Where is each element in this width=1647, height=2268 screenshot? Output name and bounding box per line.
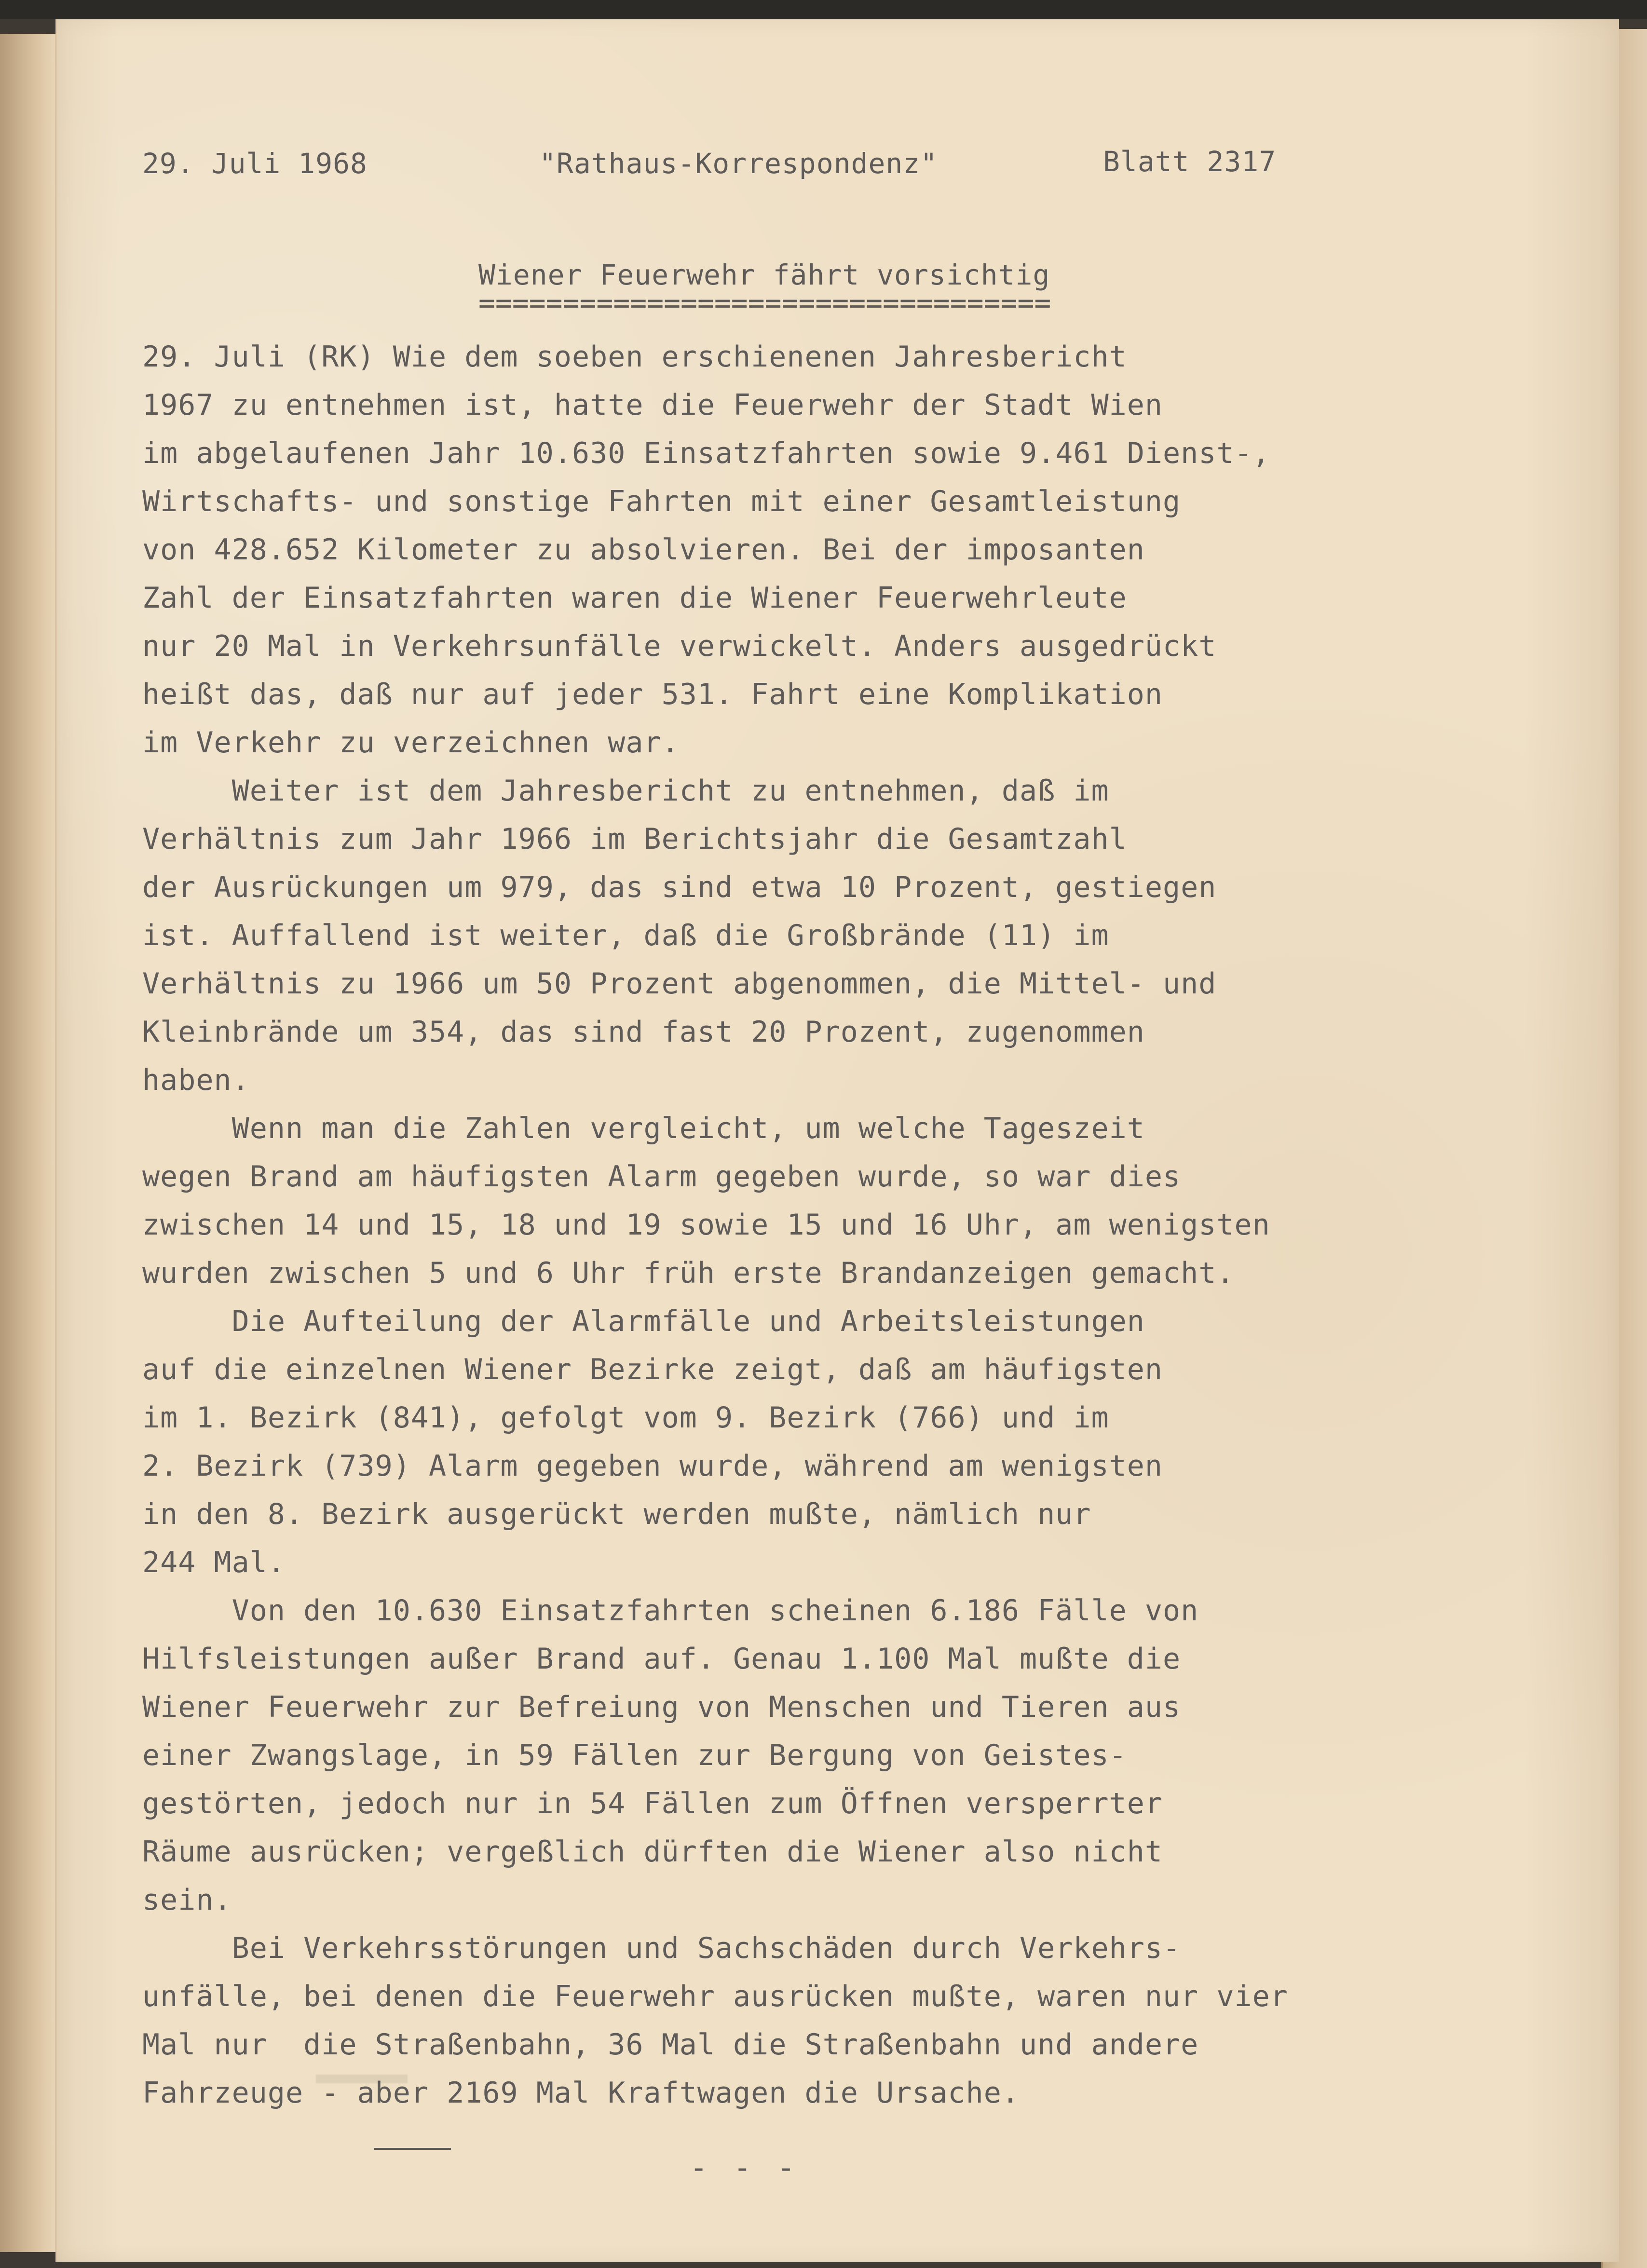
- left-page-edge: [0, 34, 59, 2252]
- article-body: 29. Juli (RK) Wie dem soeben erschienenen Jahresbericht 1967 zu entnehmen ist, hatte die Feuerwehr der Stadt Wien im abgelaufenen Jahr 10.630 Einsatzfahrten sowie 9.461 Dienst-, Wirtschafts- und sonstige Fahrten mit einer Gesamtleistung von 428.652 Kilometer zu absolvieren. Bei der imposanten Zahl der Einsatzfahrten waren die Wiener Feuerwehrleute nur 20 Mal in Verkehrsunfälle verwickelt. Anders ausgedrückt heißt das, daß nur auf jeder 531. Fahrt eine Komplikation im Verkehr zu verzeichnen war. Weiter ist dem Jahresbericht zu entnehmen, daß im Verhältnis zum Jahr 1966 im Berichtsjahr die Gesamtzahl der Ausrückungen um 979, das sind etwa 10 Prozent, gestiegen ist. Auffallend ist weiter, daß die Großbrände (11) im Verhältnis zu 1966 um 50 Prozent abgenommen, die Mittel- und Kleinbrände um 354, das sind fast 20 Prozent, zugenommen haben. Wenn man die Zahlen vergleicht, um welche Tageszeit wegen Brand am häufigsten Alarm gegeben wurde, so war dies zwischen 14 und 15, 18 und 19 sowie 15 und 16 Uhr, am wenigsten wurden zwischen 5 und 6 Uhr früh erste Brandanzeigen gemacht. Die Aufteilung der Alarmfälle und Arbeitsleistungen auf die einzelnen Wiener Bezirke zeigt, daß am häufigsten im 1. Bezirk (841), gefolgt vom 9. Bezirk (766) und im 2. Bezirk (739) Alarm gegeben wurde, während am wenigsten in den 8. Bezirk ausgerückt werden mußte, nämlich nur 244 Mal. Von den 10.630 Einsatzfahrten scheinen 6.186 Fälle von Hilfsleistungen außer Brand auf. Genau 1.100 Mal mußte die Wiener Feuerwehr zur Befreiung von Menschen und Tieren aus einer Zwangslage, in 59 Fällen zur Bergung von Geistes- gestörten, jedoch nur in 54 Fällen zum Öffnen versperrter Räume ausrücken; vergeßlich dürften die Wiener also nicht sein. Bei Verkehrsstörungen und Sachschäden durch Verkehrs- unfälle, bei denen die Feuerwehr ausrücken mußte, waren nur vier Mal nur die Straßenbahn, 36 Mal die Straßenbahn und andere Fahrzeuge - aber 2169 Mal Kraftwagen die Ursache.: [142, 340, 1288, 2110]
- article-headline: Wiener Feuerwehr fährt vorsichtig: [478, 258, 1050, 291]
- closing-dashes: - - -: [690, 2150, 799, 2185]
- underline-mark: [374, 2148, 451, 2150]
- headline-rule: ==================================: [478, 286, 1051, 319]
- document-date: 29. Juli 1968: [142, 147, 368, 180]
- scan-top-shadow: [0, 0, 1647, 19]
- sheet-number: Blatt 2317: [1103, 145, 1277, 178]
- journal-title: "Rathaus-Korrespondenz": [539, 147, 938, 180]
- ink-blot: [316, 2075, 408, 2083]
